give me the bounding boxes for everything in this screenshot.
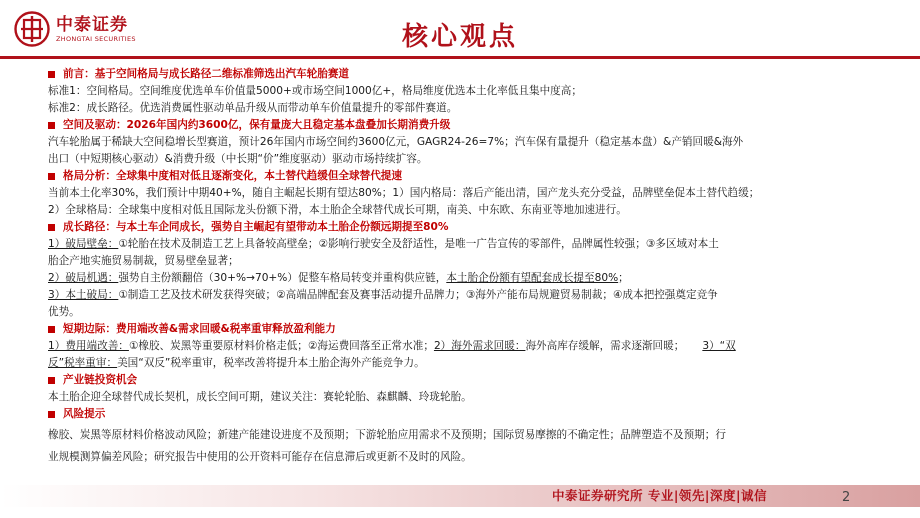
point-text: 强势自主份额翻倍（30+%→70+%）促整车格局转变并重构供应链，: [118, 272, 447, 284]
body-line: 2）全球格局：全球集中度相对低且国际龙头份额下滑，本土胎企全球替代成长可期，南美、中东欧、东南亚等地加速进行。: [48, 204, 627, 216]
section-heading: [48, 117, 878, 134]
body-line: 出口（中短期核心驱动）&消费升级（中长期“价”维度驱动）驱动市场持续扩容。: [48, 153, 428, 165]
underlined-text: 本土胎企份额有望配套成长提至80%: [446, 272, 619, 284]
section-heading: [48, 406, 878, 423]
section-heading: [48, 219, 878, 236]
body-line: 标准2：成长路径。优选消费属性驱动单品升级从而带动单车价值量提升的零部件赛道。: [48, 102, 458, 114]
point-label: 2）海外需求回暖：: [433, 340, 526, 352]
bullet-square-icon: [48, 377, 55, 384]
bullet-square-icon: [48, 173, 55, 180]
body-line: 汽车轮胎属于稀缺大空间稳增长型赛道，预计26年国内市场空间约3600亿元，GAGR24-26=7%；汽车保有量提升（稳定基本盘）&产销回暖&海外: [48, 136, 744, 148]
bullet-square-icon: [48, 71, 55, 78]
body-line: [48, 287, 878, 304]
point-text: 海外高库存缓解，需求逐渐回暖；: [525, 340, 685, 352]
brand-name-en: ZHONGTAI SECURITIES: [56, 34, 136, 43]
body-line: 标准1：空间格局。空间维度优选单车价值量5000+或市场空间1000亿+，格局维度优选本土化率低且集中度高；: [48, 85, 582, 97]
body-line: 本土胎企迎全球替代成长契机，成长空间可期，建议关注：赛轮轮胎、森麒麟、玲珑轮胎。: [48, 391, 472, 403]
point-label: 1）破局壁垒：: [48, 238, 119, 250]
body-line: 当前本土化率30%，我们预计中期40+%，随自主崛起长期有望达80%；1）国内格局：落后产能出清，国产龙头充分受益，品牌壁垒促本土替代趋缓；: [48, 187, 760, 199]
heading-text: 格局分析：全球集中度相对低且逐渐变化，本土替代趋缓但全球替代提速: [63, 170, 402, 182]
point-text: ①轮胎在技术及制造工艺上具备较高壁垒；②影响行驶安全及舒适性，是唯一广告宣传的零部件，品牌属性较强；③多区域对本土: [118, 238, 719, 250]
footer-slogan: 中泰证券研究所 专业|领先|深度|诚信: [552, 488, 768, 503]
point-tail: ；: [618, 272, 629, 284]
body-line: [48, 270, 878, 287]
point-label: 3）“双: [702, 340, 736, 352]
heading-text: 产业链投资机会: [63, 374, 138, 386]
main-content: [48, 66, 878, 467]
bullet-square-icon: [48, 411, 55, 418]
heading-text: 风险提示: [63, 408, 106, 420]
point-label: 反”税率重审：: [48, 357, 118, 369]
body-line: 橡胶、炭黑等原材料价格波动风险；新建产能建设进度不及预期；下游轮胎应用需求不及预期；国际贸易摩擦的不确定性；品牌塑造不及预期；行: [48, 429, 726, 441]
page-title: 核心观点: [401, 22, 518, 52]
footer-bar: [0, 485, 920, 507]
body-line: 胎企产地实施贸易制裁，贸易壁垒显著；: [48, 255, 239, 267]
heading-text: 空间及驱动：2026年国内约3600亿，保有量庞大且稳定基本盘叠加长期消费升级: [63, 119, 451, 131]
body-line: 优势。: [48, 306, 80, 318]
point-text: ①制造工艺及技术研发获得突破；②高端品牌配套及赛事活动提升品牌力；③海外产能布局规避贸易制裁；④成本把控强奠定竞争: [118, 289, 718, 301]
body-line: 业规模测算偏差风险；研究报告中使用的公开资料可能存在信息滞后或更新不及时的风险。: [48, 451, 472, 463]
page-number: 2: [842, 490, 851, 505]
heading-text: 短期边际：费用端改善&需求回暖&税率重审释放盈利能力: [63, 323, 336, 335]
heading-text: 前言：基于空间格局与成长路径二维标准筛选出汽车轮胎赛道: [63, 68, 350, 80]
title-divider: [0, 56, 920, 59]
body-line: [48, 355, 878, 372]
point-label: 1）费用端改善：: [48, 340, 129, 352]
point-text: 美国“双反”税率重审，税率改善将提升本土胎企海外产能竞争力。: [117, 357, 425, 369]
body-line: [48, 338, 878, 355]
bullet-square-icon: [48, 224, 55, 231]
brand-name-cn: 中泰证券: [56, 14, 128, 35]
point-text: ①橡胶、炭黑等重要原材料价格走低；②海运费回落至正常水准；: [128, 340, 434, 352]
point-label: 2）破局机遇：: [48, 272, 119, 284]
section-heading: [48, 372, 878, 389]
heading-text: 成长路径：与本土车企同成长，强势自主崛起有望带动本土胎企份额远期提至80%: [63, 221, 449, 233]
bullet-square-icon: [48, 122, 55, 129]
bullet-square-icon: [48, 326, 55, 333]
point-label: 3）本土破局：: [48, 289, 119, 301]
section-heading: [48, 321, 878, 338]
section-heading: [48, 66, 878, 83]
section-heading: [48, 168, 878, 185]
body-line: [48, 236, 878, 253]
